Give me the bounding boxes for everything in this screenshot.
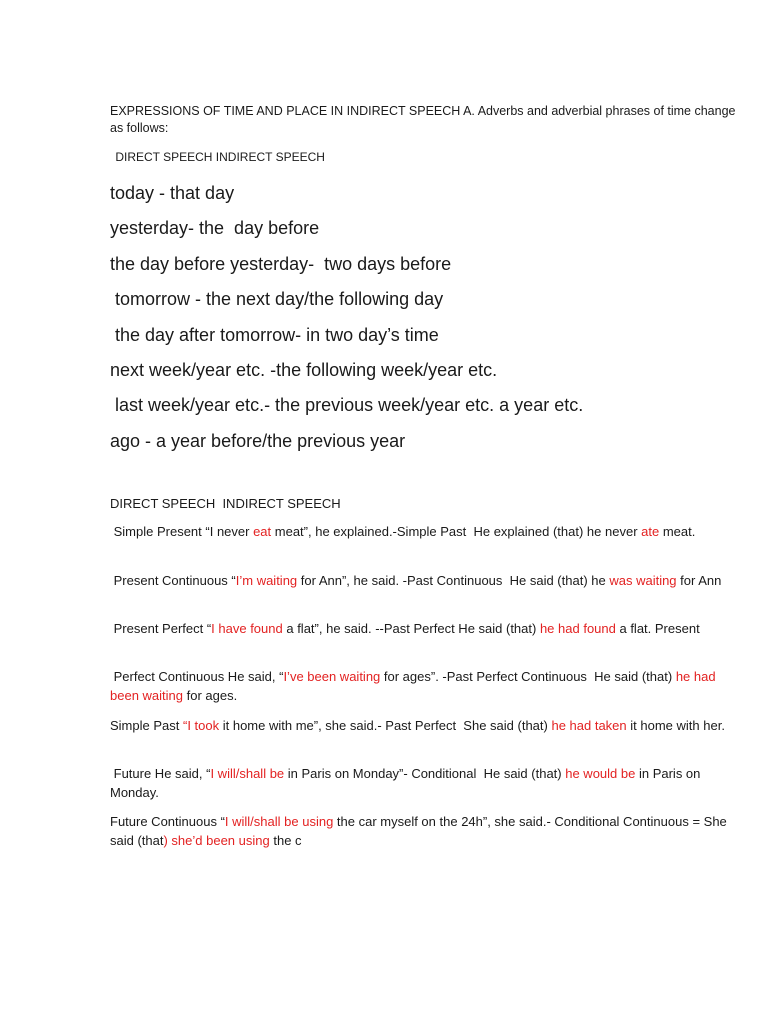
- example-text: in Paris on Monday.: [110, 766, 705, 800]
- example-text: a flat. Present: [615, 621, 700, 636]
- example-text: for ages”. -Past Perfect Continuous He said (that): [380, 669, 676, 684]
- example-text: Present Continuous “: [110, 573, 236, 588]
- example-text: meat”, he explained.-Simple Past He explained (that) he never: [271, 524, 642, 539]
- time-expression-item: the day after tomorrow- in two day’s time: [110, 324, 439, 345]
- example-text: a flat”, he said. --Past Perfect He said (that): [282, 621, 540, 636]
- time-expression-item: today - that day: [110, 183, 235, 203]
- indirect-verb-highlight: he had been waiting: [110, 669, 716, 703]
- example-text: Future Continuous “: [110, 814, 225, 829]
- time-expression-item: next week/year etc. -the following week/year etc.: [110, 359, 498, 380]
- time-expression-item: last week/year etc.- the previous week/year etc. a year etc.: [110, 395, 584, 416]
- time-expression-list: [110, 176, 583, 459]
- example-text: in Paris on Monday”- Conditional He said (that): [284, 766, 566, 781]
- example-paragraph: [110, 812, 735, 850]
- time-expression-item: the day before yesterday- two days before: [110, 253, 452, 274]
- example-paragraph: [110, 716, 735, 735]
- direct-verb-highlight: “I took: [182, 718, 220, 733]
- direct-verb-highlight: I will/shall be using: [224, 814, 334, 829]
- example-paragraph: [110, 522, 735, 541]
- indirect-verb-highlight: he would be: [565, 766, 636, 781]
- direct-verb-highlight: I’m waiting: [235, 573, 298, 588]
- indirect-verb-highlight: was waiting: [609, 573, 677, 588]
- example-paragraph: [110, 667, 735, 705]
- example-text: Future He said, “: [110, 766, 211, 781]
- example-text: for ages.: [183, 688, 238, 703]
- example-text: it home with me”, she said.- Past Perfect She said (that): [219, 718, 552, 733]
- example-text: Simple Past: [110, 718, 183, 733]
- example-text: Present Perfect “: [110, 621, 212, 636]
- example-text: Simple Present “I never: [110, 524, 254, 539]
- example-paragraph: [110, 619, 735, 638]
- example-text: meat.: [659, 524, 696, 539]
- example-text: the c: [269, 833, 302, 848]
- column-subheading: DIRECT SPEECH INDIRECT SPEECH: [112, 150, 325, 164]
- example-text: the car myself on the 24h”, she said.- Conditional Continuous = She said (that: [110, 814, 731, 848]
- example-text: for Ann”, he said. -Past Continuous He said (that) he: [297, 573, 610, 588]
- indirect-verb-highlight: ate: [641, 524, 660, 539]
- direct-verb-highlight: I’ve been waiting: [283, 669, 381, 684]
- document-heading: EXPRESSIONS OF TIME AND PLACE IN INDIRECT SPEECH A. Adverbs and adverbial phrases of time change as follows:: [110, 104, 736, 135]
- example-paragraph: [110, 571, 735, 590]
- example-text: for Ann: [676, 573, 722, 588]
- indirect-verb-highlight: ) she’d been using: [163, 833, 270, 848]
- example-paragraph: [110, 764, 735, 802]
- time-expression-item: ago - a year before/the previous year: [110, 430, 406, 451]
- direct-verb-highlight: I will/shall be: [210, 766, 285, 781]
- example-text: Perfect Continuous He said, “: [110, 669, 284, 684]
- time-expression-item: tomorrow - the next day/the following day: [110, 289, 444, 310]
- indirect-verb-highlight: he had found: [539, 621, 616, 636]
- direct-verb-highlight: I have found: [211, 621, 283, 636]
- indirect-verb-highlight: he had taken: [551, 718, 627, 733]
- direct-verb-highlight: eat: [253, 524, 272, 539]
- time-expression-item: yesterday- the day before: [110, 218, 320, 239]
- example-text: it home with her.: [626, 718, 725, 733]
- examples-subheading: DIRECT SPEECH INDIRECT SPEECH: [110, 496, 341, 511]
